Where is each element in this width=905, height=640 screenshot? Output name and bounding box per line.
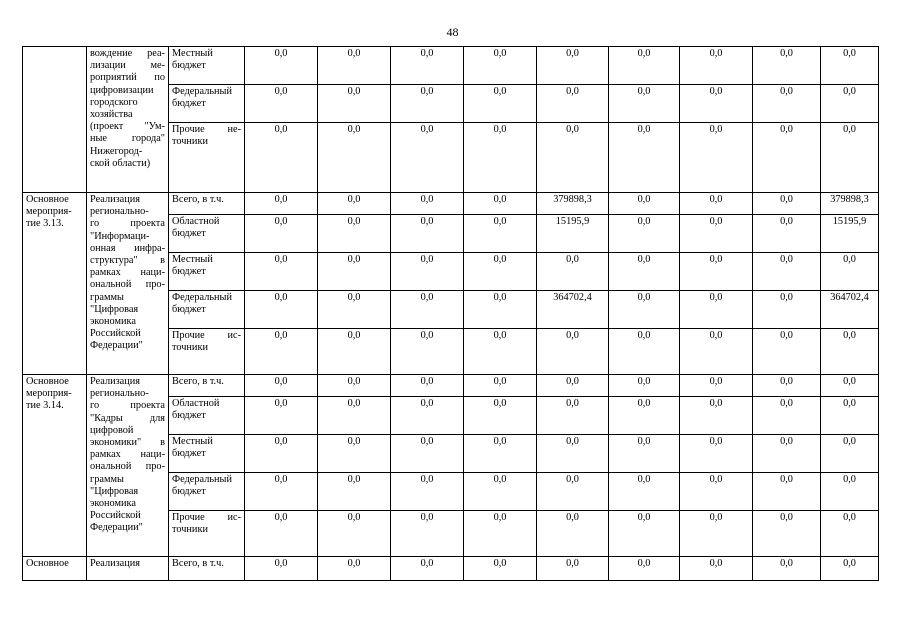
value-cell: 0,0 [537, 253, 609, 291]
text-line: бюджет [172, 410, 206, 422]
event-cell [23, 557, 87, 581]
value-cell: 0,0 [821, 397, 879, 435]
value-cell: 0,0 [537, 435, 609, 473]
value-cell: 0,0 [680, 193, 753, 215]
text-line: экономика [90, 316, 136, 328]
value-cell: 0,0 [821, 473, 879, 511]
text-line: Основное [26, 558, 69, 569]
value-cell: 0,0 [464, 397, 537, 435]
text-line: тие 3.14. [26, 400, 64, 412]
description-cell [87, 557, 169, 581]
value-cell: 0,0 [609, 557, 680, 581]
value-cell: 0,0 [821, 123, 879, 193]
value-cell: 0,0 [609, 435, 680, 473]
text-line: го проекта [90, 218, 165, 230]
text-line: "Цифровая [90, 485, 139, 497]
value-cell: 0,0 [609, 397, 680, 435]
value-cell: 0,0 [245, 291, 318, 329]
text-line: "Информаци- [90, 230, 150, 242]
text-line: го проекта [90, 400, 165, 412]
text-line: рамках наци- [90, 267, 165, 279]
value-cell: 0,0 [537, 47, 609, 85]
value-cell: 0,0 [680, 253, 753, 291]
page-number: 48 [446, 25, 459, 39]
value-cell: 0,0 [753, 215, 821, 253]
value-cell: 0,0 [609, 123, 680, 193]
budget-table-body [23, 47, 879, 581]
value-cell: 0,0 [753, 291, 821, 329]
funding-source-cell [169, 215, 245, 253]
value-cell: 0,0 [680, 511, 753, 557]
text-line: Реализация [90, 194, 140, 205]
value-cell: 0,0 [318, 397, 391, 435]
value-cell: 0,0 [464, 123, 537, 193]
text-line: ональной про- [90, 461, 165, 473]
value-cell: 0,0 [391, 215, 464, 253]
text-line: Федеральный [172, 292, 232, 303]
value-cell: 0,0 [245, 329, 318, 375]
value-cell: 0,0 [245, 435, 318, 473]
value-cell: 0,0 [680, 375, 753, 397]
value-cell: 0,0 [391, 85, 464, 123]
value-cell: 0,0 [245, 85, 318, 123]
text-line: Реализация [90, 376, 140, 387]
budget-table [22, 46, 879, 581]
text-line: бюджет [172, 228, 206, 240]
value-cell: 0,0 [245, 375, 318, 397]
value-cell: 364702,4 [821, 291, 879, 329]
funding-source-cell [169, 557, 245, 581]
description-cell [87, 47, 169, 193]
value-cell: 0,0 [464, 473, 537, 511]
text-line: регионально- [90, 388, 149, 400]
value-cell: 0,0 [464, 375, 537, 397]
text-line: Всего, в т.ч. [172, 194, 224, 205]
value-cell: 0,0 [318, 329, 391, 375]
text-line: регионально- [90, 206, 149, 218]
text-line: онная инфра- [90, 242, 165, 254]
text-line: (проект "Ум- [90, 121, 165, 133]
value-cell: 0,0 [680, 435, 753, 473]
value-cell: 0,0 [609, 215, 680, 253]
funding-source-cell [169, 47, 245, 85]
value-cell: 0,0 [609, 193, 680, 215]
value-cell: 0,0 [245, 215, 318, 253]
text-line: бюджет [172, 266, 206, 278]
text-line: граммы [90, 473, 124, 485]
text-line: Местный [172, 254, 213, 265]
funding-source-cell [169, 291, 245, 329]
event-cell [23, 375, 87, 557]
funding-source-cell [169, 193, 245, 215]
value-cell: 0,0 [318, 215, 391, 253]
text-line: экономики" в [90, 437, 165, 449]
funding-source-cell [169, 397, 245, 435]
text-line: Всего, в т.ч. [172, 558, 224, 569]
text-line: структура" в [90, 255, 165, 267]
text-line: Прочие не- [172, 124, 241, 135]
funding-source-cell [169, 375, 245, 397]
text-line: Федерации" [90, 522, 143, 534]
value-cell: 0,0 [821, 47, 879, 85]
funding-source-cell [169, 511, 245, 557]
value-cell: 0,0 [391, 291, 464, 329]
value-cell: 0,0 [464, 511, 537, 557]
value-cell: 364702,4 [537, 291, 609, 329]
value-cell: 0,0 [537, 85, 609, 123]
value-cell: 0,0 [318, 47, 391, 85]
text-line: Местный [172, 48, 213, 59]
text-line: Федеральный [172, 474, 232, 485]
value-cell: 0,0 [318, 253, 391, 291]
table-row [23, 193, 879, 215]
value-cell: 0,0 [464, 291, 537, 329]
value-cell: 0,0 [609, 375, 680, 397]
funding-source-cell [169, 253, 245, 291]
value-cell: 0,0 [245, 511, 318, 557]
text-line: точники [172, 342, 208, 354]
text-line: роприятий по [90, 72, 165, 84]
text-line: бюджет [172, 448, 206, 460]
text-line: точники [172, 136, 208, 148]
value-cell: 0,0 [753, 85, 821, 123]
value-cell: 0,0 [609, 291, 680, 329]
value-cell: 0,0 [609, 329, 680, 375]
text-line: бюджет [172, 60, 206, 72]
text-line: ской области) [90, 157, 151, 169]
funding-source-cell [169, 435, 245, 473]
text-line: Реализация [90, 558, 140, 569]
description-cell [87, 375, 169, 557]
value-cell: 379898,3 [821, 193, 879, 215]
value-cell: 0,0 [318, 557, 391, 581]
value-cell: 0,0 [464, 215, 537, 253]
value-cell: 0,0 [537, 511, 609, 557]
value-cell: 0,0 [609, 473, 680, 511]
value-cell: 0,0 [680, 557, 753, 581]
table-row [23, 557, 879, 581]
value-cell: 0,0 [318, 291, 391, 329]
value-cell: 0,0 [821, 253, 879, 291]
value-cell: 15195,9 [821, 215, 879, 253]
value-cell: 0,0 [821, 375, 879, 397]
value-cell: 0,0 [753, 397, 821, 435]
value-cell: 0,0 [609, 47, 680, 85]
funding-source-cell [169, 123, 245, 193]
value-cell: 0,0 [318, 123, 391, 193]
value-cell: 0,0 [753, 473, 821, 511]
value-cell: 0,0 [318, 511, 391, 557]
text-line: Основное [26, 194, 69, 205]
text-line: рамках наци- [90, 449, 165, 461]
value-cell: 0,0 [464, 85, 537, 123]
value-cell: 0,0 [391, 375, 464, 397]
value-cell: 0,0 [753, 123, 821, 193]
value-cell: 0,0 [680, 291, 753, 329]
value-cell: 0,0 [537, 329, 609, 375]
value-cell: 0,0 [245, 193, 318, 215]
text-line: мероприя- [26, 206, 72, 218]
value-cell: 0,0 [753, 193, 821, 215]
value-cell: 0,0 [318, 473, 391, 511]
value-cell: 0,0 [753, 375, 821, 397]
value-cell: 0,0 [391, 329, 464, 375]
description-cell [87, 193, 169, 375]
value-cell: 0,0 [821, 329, 879, 375]
text-line: Всего, в т.ч. [172, 376, 224, 387]
value-cell: 0,0 [753, 253, 821, 291]
value-cell: 0,0 [680, 47, 753, 85]
value-cell: 0,0 [245, 473, 318, 511]
table-row [23, 375, 879, 397]
value-cell: 0,0 [609, 253, 680, 291]
value-cell: 0,0 [391, 511, 464, 557]
value-cell: 0,0 [753, 511, 821, 557]
text-line: Российской [90, 328, 141, 340]
value-cell: 0,0 [391, 435, 464, 473]
value-cell: 0,0 [391, 253, 464, 291]
text-line: хозяйства [90, 109, 133, 121]
text-line: экономика [90, 498, 136, 510]
event-cell [23, 47, 87, 193]
value-cell: 0,0 [464, 47, 537, 85]
text-line: Нижегород- [90, 145, 143, 157]
value-cell: 0,0 [821, 511, 879, 557]
value-cell: 0,0 [391, 557, 464, 581]
value-cell: 0,0 [609, 511, 680, 557]
text-line: лизации ме- [90, 60, 165, 72]
text-line: Прочие ис- [172, 512, 241, 523]
value-cell: 0,0 [680, 329, 753, 375]
value-cell: 0,0 [318, 85, 391, 123]
value-cell: 0,0 [391, 193, 464, 215]
value-cell: 15195,9 [537, 215, 609, 253]
value-cell: 0,0 [537, 557, 609, 581]
text-line: Федеральный [172, 86, 232, 97]
value-cell: 0,0 [753, 47, 821, 85]
funding-source-cell [169, 329, 245, 375]
table-row [23, 47, 879, 85]
value-cell: 0,0 [245, 557, 318, 581]
value-cell: 0,0 [391, 473, 464, 511]
text-line: Областной [172, 398, 220, 409]
value-cell: 0,0 [391, 47, 464, 85]
funding-source-cell [169, 473, 245, 511]
value-cell: 0,0 [753, 329, 821, 375]
text-line: Местный [172, 436, 213, 447]
value-cell: 0,0 [464, 329, 537, 375]
value-cell: 0,0 [753, 557, 821, 581]
text-line: мероприя- [26, 388, 72, 400]
value-cell: 0,0 [537, 397, 609, 435]
value-cell: 0,0 [464, 435, 537, 473]
text-line: "Кадры для [90, 412, 165, 424]
text-line: городского [90, 96, 138, 108]
value-cell: 0,0 [537, 123, 609, 193]
value-cell: 0,0 [464, 193, 537, 215]
value-cell: 0,0 [821, 557, 879, 581]
text-line: ные города" [90, 133, 165, 145]
value-cell: 0,0 [821, 85, 879, 123]
value-cell: 0,0 [318, 375, 391, 397]
text-line: бюджет [172, 304, 206, 316]
value-cell: 0,0 [391, 397, 464, 435]
value-cell: 0,0 [245, 253, 318, 291]
value-cell: 0,0 [680, 215, 753, 253]
value-cell: 0,0 [680, 123, 753, 193]
text-line: ональной про- [90, 279, 165, 291]
text-line: цифровизации [90, 84, 154, 96]
text-line: Областной [172, 216, 220, 227]
text-line: бюджет [172, 486, 206, 498]
value-cell: 0,0 [391, 123, 464, 193]
text-line: вождение реа- [90, 48, 165, 59]
text-line: Федерации" [90, 340, 143, 352]
text-line: "Цифровая [90, 303, 139, 315]
value-cell: 0,0 [318, 193, 391, 215]
value-cell: 0,0 [753, 435, 821, 473]
text-line: цифровой [90, 424, 134, 436]
value-cell: 0,0 [680, 85, 753, 123]
value-cell: 0,0 [821, 435, 879, 473]
funding-source-cell [169, 85, 245, 123]
value-cell: 0,0 [245, 47, 318, 85]
value-cell: 0,0 [609, 85, 680, 123]
value-cell: 0,0 [537, 375, 609, 397]
event-cell [23, 193, 87, 375]
text-line: Прочие ис- [172, 330, 241, 341]
text-line: бюджет [172, 98, 206, 110]
value-cell: 0,0 [318, 435, 391, 473]
text-line: Российской [90, 510, 141, 522]
text-line: Основное [26, 376, 69, 387]
text-line: тие 3.13. [26, 218, 64, 230]
text-line: точники [172, 524, 208, 536]
value-cell: 0,0 [537, 473, 609, 511]
text-line: граммы [90, 291, 124, 303]
value-cell: 0,0 [464, 253, 537, 291]
value-cell: 0,0 [245, 397, 318, 435]
value-cell: 0,0 [464, 557, 537, 581]
value-cell: 379898,3 [537, 193, 609, 215]
value-cell: 0,0 [680, 397, 753, 435]
value-cell: 0,0 [245, 123, 318, 193]
value-cell: 0,0 [680, 473, 753, 511]
